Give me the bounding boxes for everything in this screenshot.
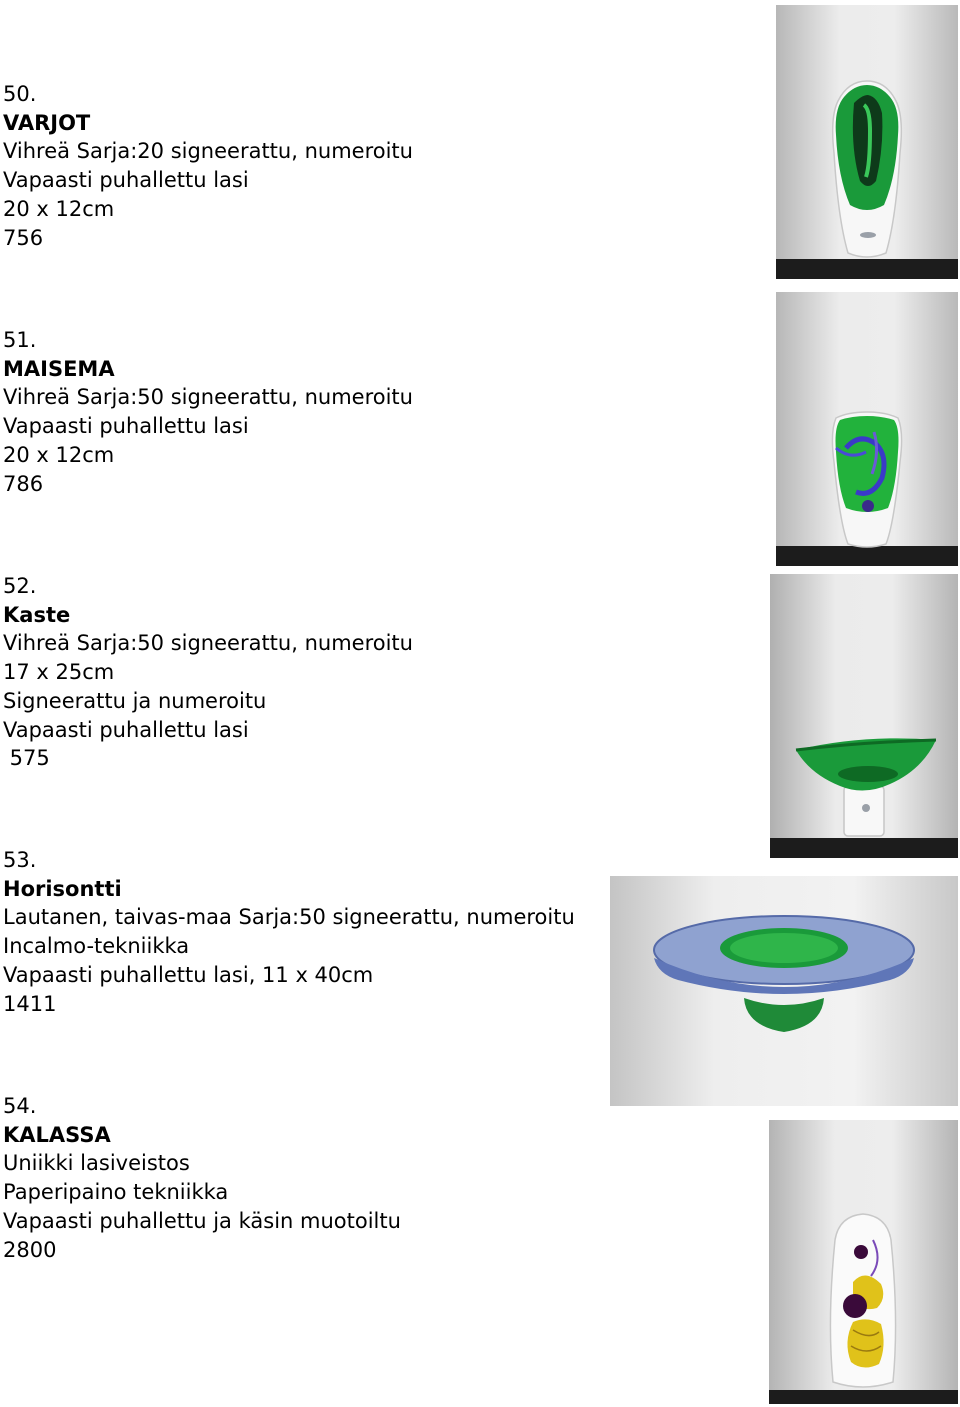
entry-title: MAISEMA — [3, 356, 115, 381]
green-blue-glass-vase-icon — [776, 292, 958, 566]
catalog-entry-53 — [3, 846, 575, 1018]
entry-title: KALASSA — [3, 1122, 111, 1147]
catalog-entry-54 — [3, 1092, 401, 1264]
entry-dimensions: 17 x 25cm — [3, 660, 115, 685]
entry-technique: Vapaasti puhallettu lasi — [3, 717, 249, 742]
entry-series: Vihreä Sarja:50 signeerattu, numeroitu — [3, 631, 413, 656]
entry-technique-detail: Vapaasti puhallettu ja käsin muotoiltu — [3, 1208, 401, 1233]
entry-number: 51. — [3, 328, 37, 352]
entry-description: Uniikki lasiveistos — [3, 1151, 190, 1176]
entry-number: 53. — [3, 848, 37, 872]
entry-price: 786 — [3, 471, 44, 496]
entry-price: 1411 — [3, 991, 57, 1016]
entry-technique: Incalmo-tekniikka — [3, 934, 190, 959]
catalog-entry-52 — [3, 572, 413, 773]
entry-price: 756 — [3, 225, 44, 250]
entry-series: Vihreä Sarja:20 signeerattu, numeroitu — [3, 139, 413, 164]
entry-number: 50. — [3, 82, 37, 106]
entry-title: Kaste — [3, 602, 71, 627]
entry-signature: Signeerattu ja numeroitu — [3, 688, 267, 713]
entry-dimensions: Vapaasti puhallettu lasi, 11 x 40cm — [3, 962, 374, 987]
entry-series: Vihreä Sarja:50 signeerattu, numeroitu — [3, 385, 413, 410]
green-glass-vase-icon — [776, 5, 958, 279]
entry-number: 54. — [3, 1094, 37, 1118]
entry-price: 2800 — [3, 1237, 57, 1262]
entry-dimensions: 20 x 12cm — [3, 442, 115, 467]
entry-title: VARJOT — [3, 110, 91, 135]
entry-technique: Paperipaino tekniikka — [3, 1180, 229, 1205]
entry-dimensions: 20 x 12cm — [3, 196, 115, 221]
catalog-entry-50 — [3, 80, 413, 252]
entry-number: 52. — [3, 574, 37, 598]
green-glass-bowl-icon — [770, 574, 958, 858]
entry-series: Lautanen, taivas-maa Sarja:50 signeerattu, numeroitu — [3, 905, 575, 930]
blue-green-glass-plate-icon — [610, 876, 958, 1106]
paperweight-sculpture-icon — [769, 1120, 958, 1404]
catalog-entry-51 — [3, 326, 413, 498]
entry-price: 575 — [3, 746, 50, 771]
entry-technique: Vapaasti puhallettu lasi — [3, 414, 249, 439]
entry-title: Horisontti — [3, 876, 122, 901]
entry-technique: Vapaasti puhallettu lasi — [3, 168, 249, 193]
